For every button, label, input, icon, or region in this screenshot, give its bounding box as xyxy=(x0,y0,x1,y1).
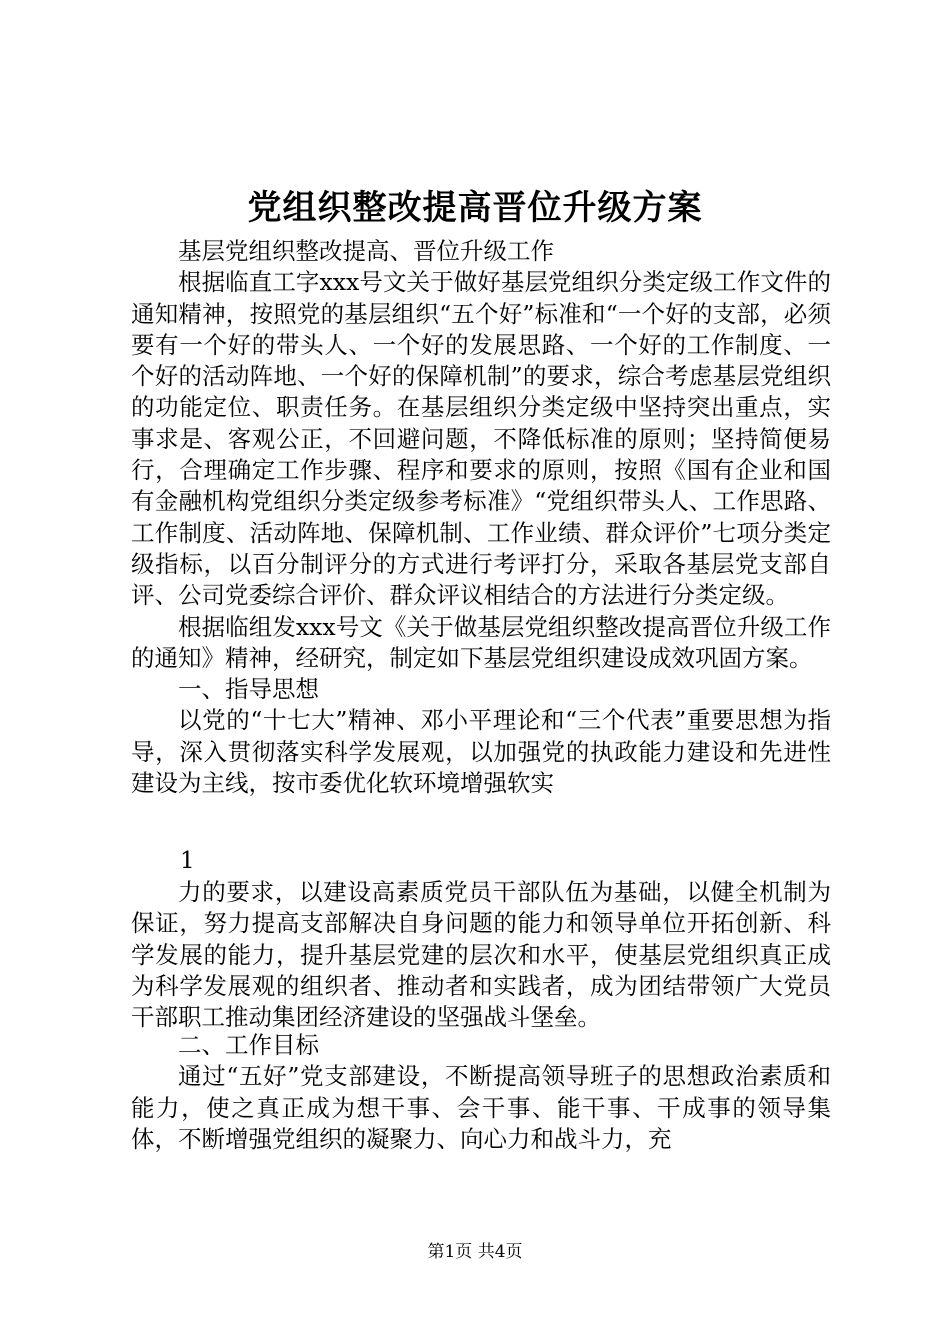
body-paragraph: 通过“五好”党支部建设，不断提高领导班子的思想政治素质和能力，使之真正成为想干事、会干事、能干事、干成事的领导集体，不断增强党组织的凝聚力、向心力和战斗力，充 xyxy=(131,1062,831,1153)
body-block-3 xyxy=(131,1030,831,1155)
body-paragraph: 根据临组发xxx号文《关于做基层党组织整改提高晋位升级工作的通知》精神，经研究，制定如下基层党组织建设成效巩固方案。 xyxy=(131,612,831,672)
body-block-1 xyxy=(131,236,831,799)
body-block-2 xyxy=(131,877,831,1033)
body-paragraph: 力的要求，以建设高素质党员干部队伍为基础，以健全机制为保证，努力提高支部解决自身问题的能力和领导单位开拓创新、科学发展的能力，提升基层党建的层次和水平，使基层党组织真正成为科学发展观的组织者、推动者和实践者，成为团结带领广大党员干部职工推动集团经济建设的坚强战斗堡垒。 xyxy=(131,878,831,1032)
inline-page-number: 1 xyxy=(180,848,195,874)
section-heading: 二、工作目标 xyxy=(178,1031,319,1059)
document-title: 党组织整改提高晋位升级方案 xyxy=(247,188,703,228)
subtitle-paragraph: 基层党组织整改提高、晋位升级工作 xyxy=(178,237,554,265)
page-footer: 第1页 共4页 xyxy=(427,1242,523,1262)
section-heading: 一、指导思想 xyxy=(178,675,319,704)
body-paragraph: 以党的“十七大”精神、邓小平理论和“三个代表”重要思想为指导，深入贯彻落实科学发展观，以加强党的执政能力建设和先进性建设为主线，按市委优化软环境增强软实 xyxy=(131,706,831,798)
body-paragraph: 根据临直工字xxx号文关于做好基层党组织分类定级工作文件的通知精神，按照党的基层组织“五个好”标准和“一个好的支部，必须要有一个好的带头人、一个好的发展思路、一个好的工作制度、一个好的活动阵地、一个好的保障机制”的要求，综合考虑基层党组织的功能定位、职责任务。在基层组织分类定级中坚持突出重点，实事求是、客观公正，不回避问题，不降低标准的原则；坚持简便易行，合理确定工作步骤、程序和要求的原则，按照《国有企业和国有金融机构党组织分类定级参考标准》“党组织带头人、工作思路、工作制度、活动阵地、保障机制、工作业绩、群众评价”七项分类定级指标，以百分制评分的方式进行考评打分，采取各基层党支部自评、公司党委综合评价、群众评议相结合的方法进行分类定级。 xyxy=(131,268,831,610)
